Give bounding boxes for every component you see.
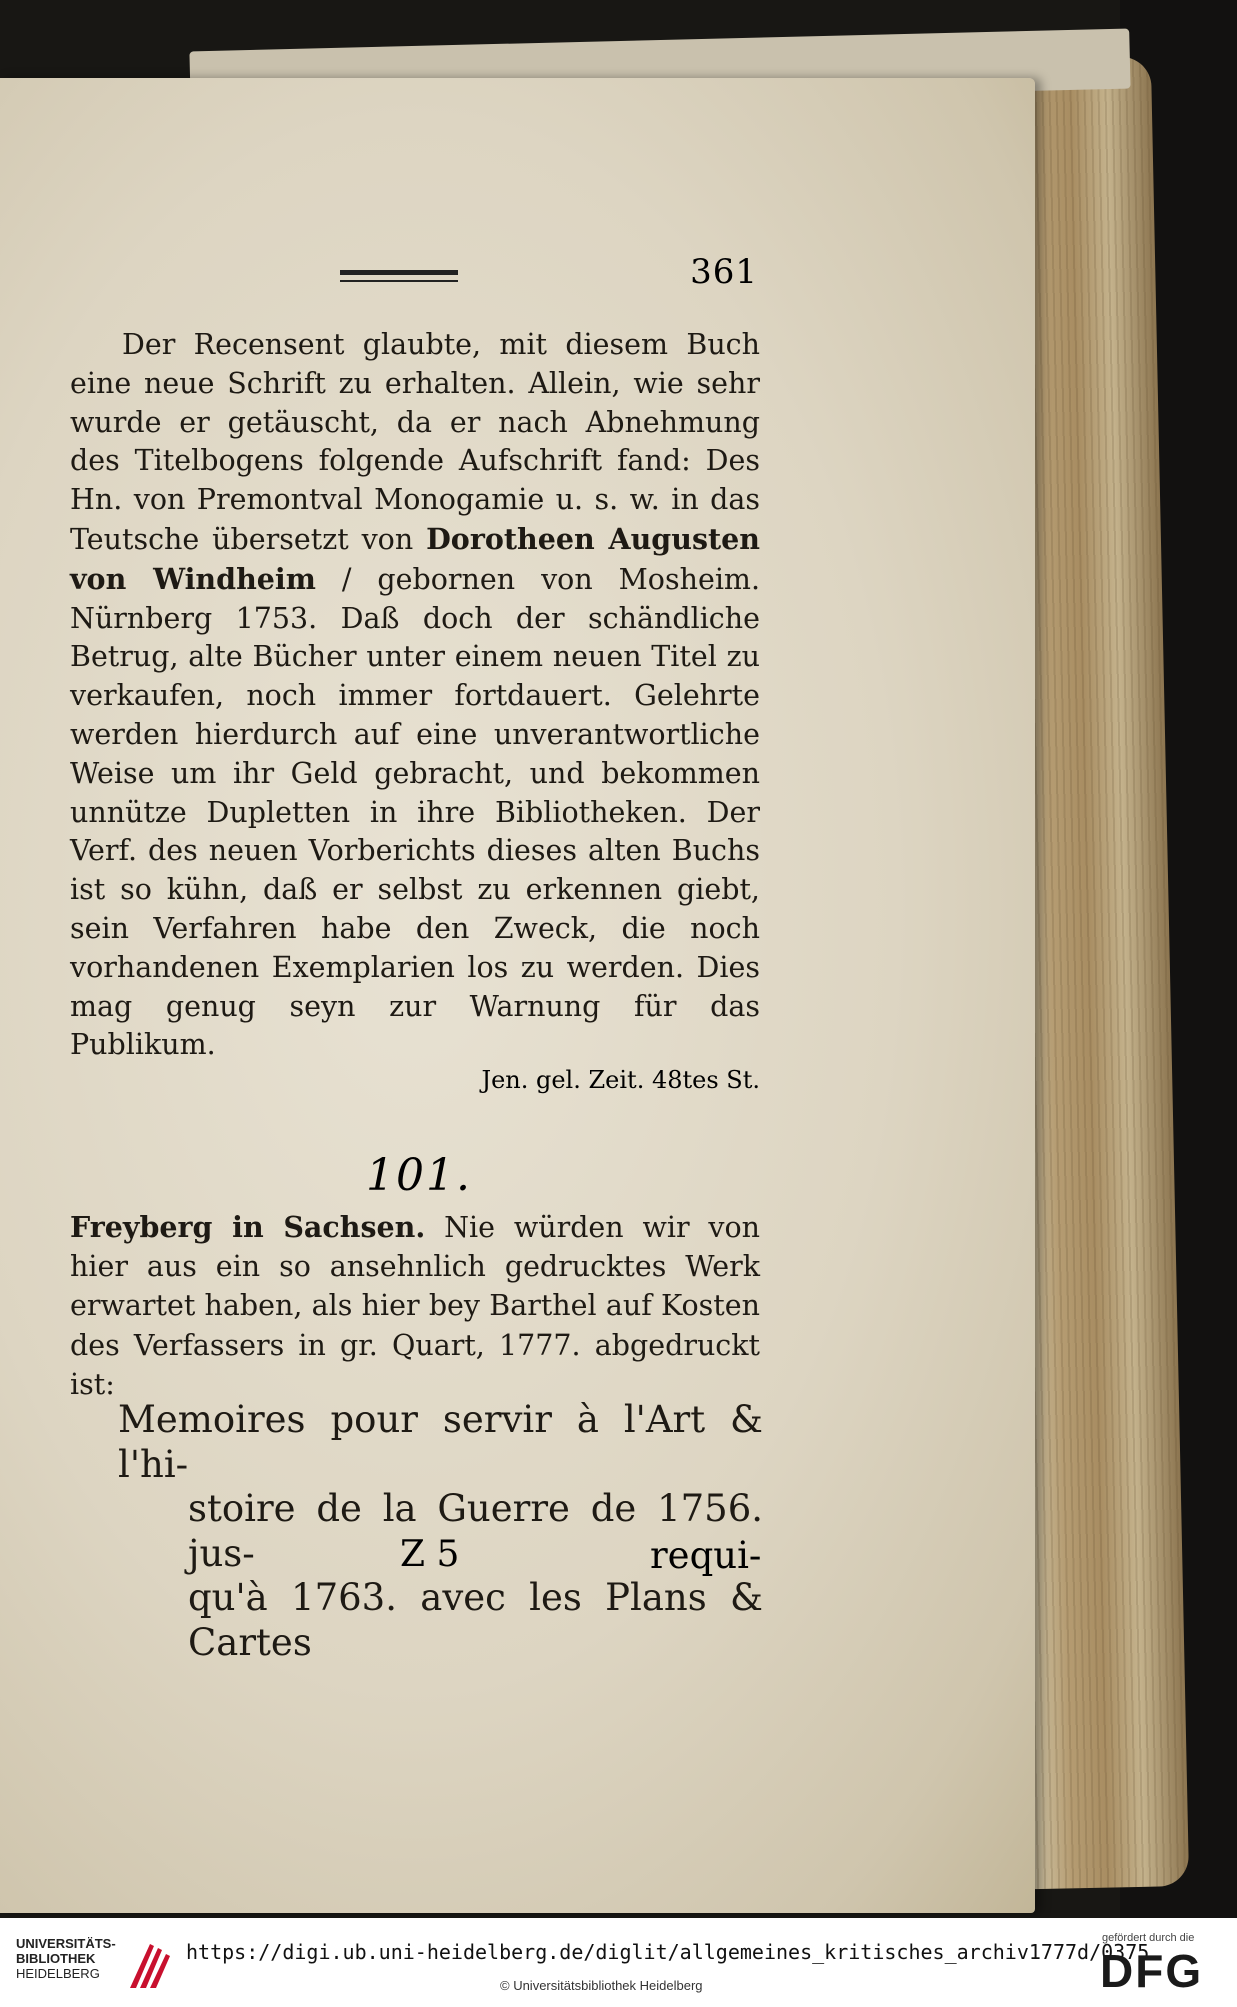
signature-mark: Z 5 (400, 1534, 460, 1575)
funding-label: gefördert durch die (1102, 1932, 1195, 1944)
paragraph-text-continued: / gebornen von Mosheim. Nürnberg 1753. Daß doch der schändliche Betrug, alte Bücher unter einem neuen Titel zu verkaufen, noch immer fortdauert. Gelehrte werden hierdurch auf eine unverantwortliche Weise um ihr Geld gebracht, und bekommen unnütze Dupletten in ihre Bibliotheken. Der Verf. des neuen Vorberichts dieses alten Buchs ist so kühn, daß er selbst zu erkennen giebt, sein Verfahren habe den Zweck, die noch vorhandenen Exemplarien los zu werden. Dies mag genug seyn zur Warnung für das Publikum. (70, 562, 761, 1062)
review-paragraph (70, 326, 760, 1065)
dfg-logo: DFG (1100, 1945, 1204, 1997)
permalink-url[interactable]: https://digi.ub.uni-heidelberg.de/diglit/allgemeines_kritisches_archiv1777d/0375 (186, 1940, 1150, 1964)
page-number: 361 (690, 252, 758, 292)
french-title (118, 1398, 763, 1665)
french-line-1: Memoires pour servir à l'Art & l'hi- (118, 1398, 763, 1486)
source-citation: Jen. gel. Zeit. 48tes St. (481, 1066, 760, 1094)
place-heading: Freyberg in Sachsen. (70, 1210, 426, 1244)
running-head (340, 252, 760, 298)
footer-bar (0, 1918, 1237, 2007)
french-line-2: stoire de la Guerre de 1756. jus- (188, 1487, 763, 1575)
library-line-3: HEIDELBERG (16, 1966, 100, 1981)
paragraph-text: Der Recensent glaubte, mit diesem Buch eine neue Schrift zu erhalten. Allein, wie sehr wurde er getäuscht, da er nach Abnehmung des Titelbogens folgende Aufschrift fand: Des Hn. von Premontval Monogamie u. s. w. in das Teutsche übersetzt von (70, 328, 760, 556)
library-line-2: BIBLIOTHEK (16, 1951, 96, 1966)
library-logo-icon (124, 1938, 172, 1994)
second-paragraph (70, 1208, 760, 1404)
library-line-1: UNIVERSITÄTS- (16, 1936, 116, 1951)
head-rule (340, 270, 458, 282)
catchword: requi- (650, 1534, 762, 1577)
french-line-3: qu'à 1763. avec les Plans & Cartes (188, 1576, 763, 1664)
section-number: 101. (366, 1150, 472, 1201)
paragraph2-text: Nie würden wir von hier aus ein so ansehnlich gedrucktes Werk erwartet haben, als hier bey Barthel auf Kosten des Verfassers in gr. Quart, 1777. abgedruckt ist: (70, 1211, 761, 1401)
library-logo-text (16, 1936, 116, 1981)
bold-name: Dorotheen Augusten von Windheim (70, 521, 761, 596)
copyright-notice: © Universitätsbibliothek Heidelberg (500, 1978, 703, 1993)
